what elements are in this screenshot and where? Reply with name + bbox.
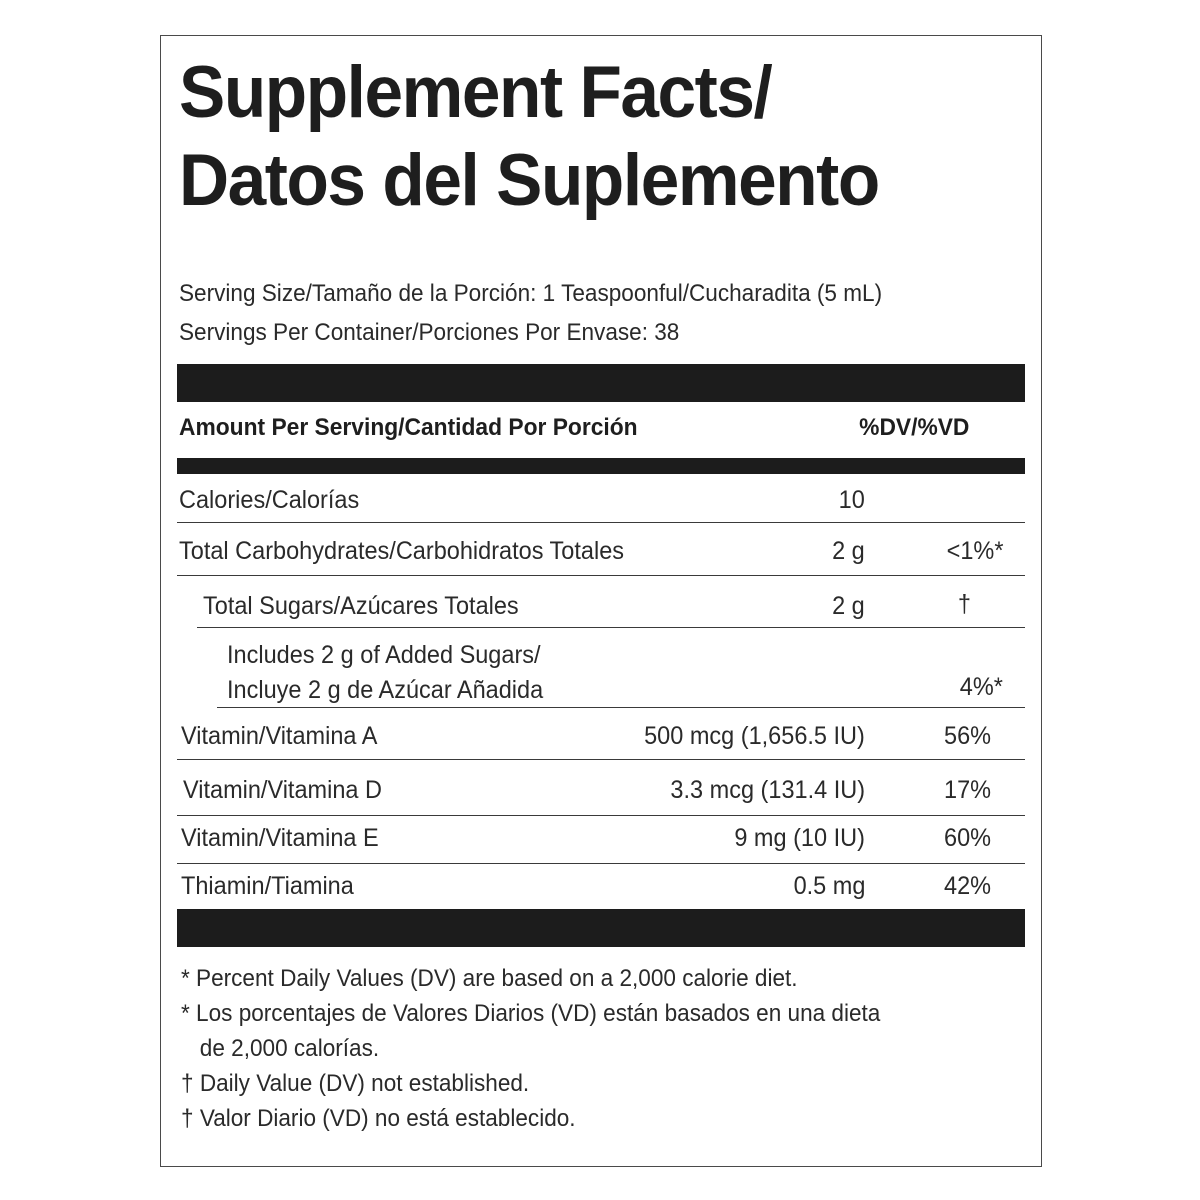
nutrient-amount: 500 mcg (1,656.5 IU) [644,722,865,750]
dv-label: %DV/%VD [859,414,970,441]
nutrient-amount: 3.3 mcg (131.4 IU) [670,776,865,804]
nutrient-dv: † [957,590,971,618]
nutrient-name: Total Sugars/Azúcares Totales [203,592,519,620]
footnote-dv-english: * Percent Daily Values (DV) are based on a 2,000 calorie diet. [181,965,798,992]
serving-size: Serving Size/Tamaño de la Porción: 1 Teaspoonful/Cucharadita (5 mL) [179,280,883,307]
amount-per-serving-header [179,414,969,442]
amount-label: Amount Per Serving/Cantidad Por Porción [179,414,638,441]
nutrient-row [177,760,1025,816]
title-line-english: Supplement Facts/ [179,52,772,133]
footnote-dv-spanish-continued: de 2,000 calorías. [199,1035,380,1062]
nutrient-name: Vitamin/Vitamina A [181,722,378,750]
added-sugars-line-spanish: Incluye 2 g de Azúcar Añadida [227,676,544,704]
supplement-facts-panel [160,35,1042,1167]
nutrient-amount: 10 [838,486,865,514]
nutrient-name: Vitamin/Vitamina E [181,824,379,852]
nutrient-amount: 2 g [832,592,865,620]
nutrient-dv: 17% [943,776,991,804]
nutrient-row [177,816,1025,864]
added-sugars-line-english: Includes 2 g of Added Sugars/ [227,641,541,669]
nutrient-dv: 42% [943,872,991,900]
nutrient-dv: 60% [943,824,991,852]
nutrient-row [197,576,1025,628]
nutrient-row [177,864,1025,909]
footnote-not-established-english: † Daily Value (DV) not established. [181,1070,530,1097]
footnote-not-established-spanish: † Valor Diario (VD) no está establecido. [181,1105,576,1132]
nutrient-row [177,708,1025,760]
nutrient-amount: 2 g [832,537,865,565]
medium-divider [177,458,1025,474]
nutrient-amount: 9 mg (10 IU) [734,824,865,852]
footnote-dv-spanish: * Los porcentajes de Valores Diarios (VD) están basados en una dieta [181,1000,881,1027]
nutrient-dv: <1%* [946,537,1003,565]
nutrient-name: Thiamin/Tiamina [181,872,354,900]
footnotes [181,961,880,1136]
title-line-spanish: Datos del Suplemento [179,140,879,221]
nutrient-row [177,474,1025,523]
nutrient-dv: 56% [943,722,991,750]
panel-title [179,49,879,225]
nutrient-name: Vitamin/Vitamina D [183,776,382,804]
nutrient-amount: 0.5 mg [793,872,865,900]
nutrient-name: Total Carbohydrates/Carbohidratos Totales [179,537,625,565]
nutrient-dv: 4%* [959,673,1003,701]
nutrient-row [177,523,1025,576]
thick-divider-top [177,364,1025,402]
servings-per-container: Servings Per Container/Porciones Por Envase: 38 [179,319,680,346]
thick-divider-bottom [177,909,1025,947]
nutrient-name: Calories/Calorías [179,486,360,514]
nutrient-row [217,628,1025,708]
nutrient-name [227,638,543,708]
